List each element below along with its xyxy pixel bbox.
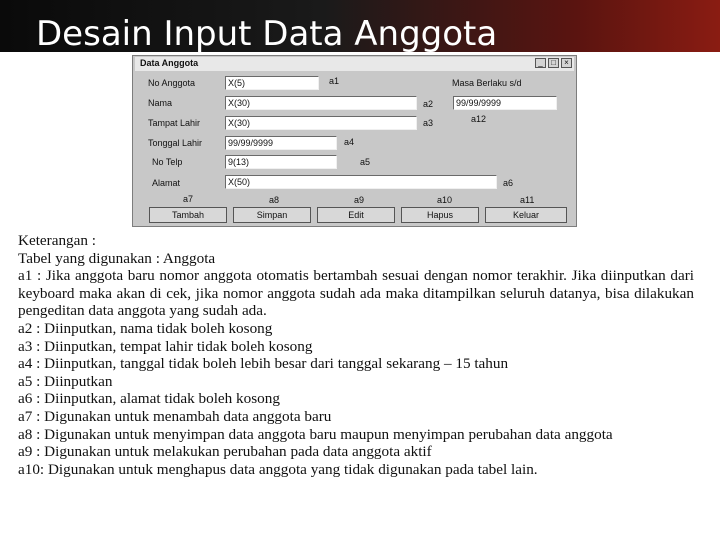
keluar-button[interactable]: Keluar: [485, 207, 567, 223]
simpan-button[interactable]: Simpan: [233, 207, 311, 223]
slide-title: Desain Input Data Anggota: [36, 14, 498, 54]
nama-label: Nama: [148, 98, 173, 108]
tambah-button[interactable]: Tambah: [149, 207, 227, 223]
hapus-button[interactable]: Hapus: [401, 207, 479, 223]
close-icon[interactable]: ×: [561, 58, 572, 68]
note-a10: a10: Digunakan untuk menghapus data anggota yang tidak digunakan pada tabel lain.: [18, 460, 538, 478]
note-a9: a9 : Digunakan untuk melakukan perubahan pada data anggota aktif: [18, 443, 432, 461]
tanggal-lahir-field[interactable]: 99/99/9999: [225, 136, 337, 150]
tag-a1: a1: [329, 76, 340, 86]
tag-a4: a4: [344, 137, 355, 147]
tag-a2: a2: [423, 99, 434, 109]
note-a5: a5 : Diinputkan: [18, 372, 113, 390]
note-a6: a6 : Diinputkan, alamat tidak boleh kosong: [18, 390, 280, 408]
no-telp-field[interactable]: 9(13): [225, 155, 337, 169]
minimize-icon[interactable]: _: [535, 58, 546, 68]
tempat-lahir-label: Tampat Lahir: [148, 118, 201, 128]
no-telp-label: No Telp: [152, 157, 183, 167]
data-anggota-dialog: [132, 55, 577, 227]
note-a7: a7 : Digunakan untuk menambah data anggota baru: [18, 407, 332, 425]
note-a8: a8 : Digunakan untuk menyimpan data anggota baru maupun menyimpan perubahan data anggota: [18, 425, 613, 443]
alamat-label: Alamat: [152, 178, 181, 188]
notes-table: Tabel yang digunakan : Anggota: [18, 249, 216, 267]
tag-a3: a3: [423, 118, 434, 128]
notes-section: [18, 232, 694, 478]
tag-a7: a7: [183, 194, 194, 204]
tag-a11: a11: [520, 195, 535, 205]
tag-a10: a10: [437, 195, 453, 205]
tanggal-lahir-label: Tonggal Lahir: [148, 138, 203, 148]
tempat-lahir-field[interactable]: X(30): [225, 116, 417, 130]
tag-a12: a12: [471, 114, 487, 124]
no-anggota-label: No Anggota: [148, 78, 196, 88]
note-a1: a1 : Jika anggota baru nomor anggota otomatis bertambah sesuai dengan nomor terakhir. Jika diinputkan dari keyboard maka akan di cek, jika nomor anggota sudah ada maka ditampilkan seluruh datanya, bisa dilakukan pengeditan data anggota yang sudah ada.: [18, 267, 694, 320]
tag-a8: a8: [269, 195, 280, 205]
note-a2: a2 : Diinputkan, nama tidak boleh kosong: [18, 319, 273, 337]
masa-berlaku-field[interactable]: 99/99/9999: [453, 96, 557, 110]
dialog-title: Data Anggota: [140, 58, 199, 68]
slide-title-bar: [0, 0, 720, 52]
tag-a5: a5: [360, 157, 371, 167]
dialog-titlebar: [135, 57, 574, 71]
note-a4: a4 : Diinputkan, tanggal tidak boleh lebih besar dari tanggal sekarang – 15 tahun: [18, 355, 509, 373]
nama-field[interactable]: X(30): [225, 96, 417, 110]
tag-a6: a6: [503, 178, 514, 188]
masa-berlaku-label: Masa Berlaku s/d: [452, 78, 522, 88]
tag-a9: a9: [354, 195, 365, 205]
note-a3: a3 : Diinputkan, tempat lahir tidak boleh kosong: [18, 337, 313, 355]
notes-heading: Keterangan :: [18, 232, 97, 249]
no-anggota-field[interactable]: X(5): [225, 76, 319, 90]
maximize-icon[interactable]: □: [548, 58, 559, 68]
alamat-field[interactable]: X(50): [225, 175, 497, 189]
edit-button[interactable]: Edit: [317, 207, 395, 223]
